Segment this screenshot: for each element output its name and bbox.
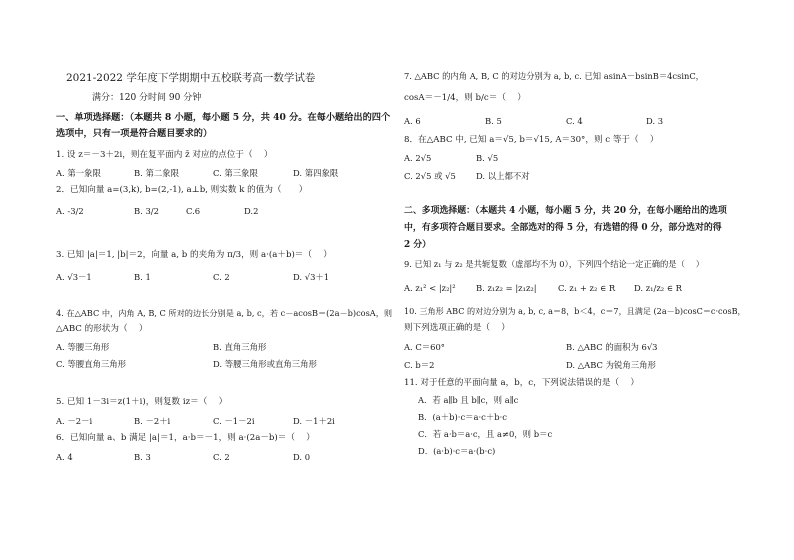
- q3-option-c: C. 2: [213, 272, 230, 282]
- q6-option-d: D. 0: [293, 452, 311, 462]
- q4-option-a: A. 等腰三角形: [56, 342, 110, 352]
- question-8: 8．在△ABC 中, 已知 a＝√5, b＝√15, A＝30°，则 c 等于（ ）: [404, 135, 659, 145]
- question-5: 5. 已知 1－3i＝z(1＋i)，则复数 iz＝（ ）: [56, 397, 228, 407]
- q5-option-c: C. －1－2i: [213, 416, 255, 426]
- q8-option-c: C. 2√5 或 √5: [404, 171, 456, 181]
- section1-heading-line2: 选项中，只有一项是符合题目要求的）: [56, 128, 213, 139]
- q3-option-a: A. √3－1: [56, 272, 92, 282]
- q5-option-d: D. －1＋2i: [293, 416, 335, 426]
- q2-option-c: C.6: [186, 206, 201, 216]
- q4-option-c: C. 等腰直角三角形: [56, 359, 127, 369]
- q10-option-a: A. C＝60°: [404, 342, 445, 352]
- q1-option-b: B. 第二象限: [134, 168, 179, 178]
- q1-option-c: C. 第三象限: [213, 168, 258, 178]
- question-4-line2: △ABC 的形状为（ ）: [56, 324, 148, 334]
- q7-option-b: B. 5: [485, 116, 502, 126]
- q4-option-b: B. 直角三角形: [213, 342, 267, 352]
- question-10-line1: 10. 三角形 ABC 的对边分别为 a, b, c, a＝8，b＜4，c＝7，且满足 (2a－b)cosC＝c·cosB，: [404, 306, 746, 316]
- q7-option-a: A. 6: [404, 116, 421, 126]
- section1-heading-line1: 一、单项选择题：（本题共 8 小题，每小题 5 分，共 40 分。在每小题给出的四个: [56, 112, 391, 123]
- q6-option-a: A. 4: [56, 452, 73, 462]
- q6-option-c: C. 2: [213, 452, 230, 462]
- q2-option-a: A. -3/2: [56, 206, 84, 216]
- question-1: 1. 设 z＝－3＋2i，则在复平面内 z̄ 对应的点位于（ ）: [56, 150, 273, 160]
- q7-option-d: D. 3: [646, 116, 664, 126]
- q9-option-a: A. z₁² < |z₂|²: [404, 283, 456, 293]
- q9-option-d: D. z₁/z₂ ∈ R: [634, 283, 682, 293]
- q9-option-c: C. z₁ + z₂ ∈ R: [558, 283, 616, 293]
- q6-option-b: B. 3: [134, 452, 151, 462]
- question-10-line2: 则下列选项正确的是（ ）: [404, 323, 510, 333]
- q4-option-d: D. 等腰三角形或直角三角形: [213, 359, 317, 369]
- section2-heading-line1: 二、多项选择题：（本题共 4 小题，每小题 5 分，共 20 分，在每小题给出的选项: [404, 206, 727, 216]
- question-7-line2: cosA＝－1/4，则 b/c＝（ ）: [404, 93, 526, 103]
- q2-option-d: D.2: [244, 206, 259, 216]
- q11-option-b: B．(a＋b)·c＝a·c＋b·c: [418, 412, 507, 422]
- section2-heading-line2: 中，有多项符合题目要求。全部选对的得 5 分，有选错的得 0 分，部分选对的得: [404, 223, 722, 233]
- q8-option-b: B. √5: [476, 153, 499, 163]
- q10-option-d: D. △ABC 为锐角三角形: [566, 360, 656, 370]
- q3-option-d: D. √3＋1: [293, 272, 330, 282]
- q2-option-b: B. 3/2: [134, 206, 159, 216]
- question-2: 2．已知向量 a=(3,k), b=(2,-1), a⊥b, 则实数 k 的值为（ ）: [56, 185, 308, 195]
- q3-option-b: B. 1: [134, 272, 151, 282]
- question-6: 6．已知向量 a、b 满足 |a|＝1，a·b＝－1，则 a·(2a－b)＝（ ）: [56, 433, 315, 443]
- q10-option-c: C. b＝2: [404, 360, 435, 370]
- exam-title: 2021-2022 学年度下学期期中五校联考高一数学试卷: [66, 72, 316, 84]
- section2-heading-line3: 2 分）: [404, 240, 432, 250]
- q5-option-b: B. －2＋i: [134, 416, 171, 426]
- q7-option-c: C. 4: [566, 116, 583, 126]
- q11-option-d: D．(a·b)·c＝a·(b·c): [418, 446, 496, 456]
- q1-option-d: D. 第四象限: [293, 168, 339, 178]
- q11-option-a: A．若 a∥b 且 b∥c，则 a∥c: [418, 395, 519, 405]
- question-3: 3. 已知 |a|＝1, |b|＝2，向量 a, b 的夹角为 π/3，则 a·(a＋b)＝（ ）: [56, 250, 332, 260]
- question-7-line1: 7. △ABC 的内角 A, B, C 的对边分别为 a, b, c. 已知 asinA－bsinB＝4csinC，: [404, 71, 704, 81]
- q8-option-a: A. 2√5: [404, 153, 432, 163]
- q9-option-b: B. z₁z₂ = |z₁z₂|: [476, 283, 537, 293]
- question-11: 11. 对于任意的平面向量 a，b，c，下列说法错误的是（ ）: [404, 378, 639, 388]
- q10-option-b: B. △ABC 的面积为 6√3: [566, 342, 658, 352]
- q8-option-d: D. 以上都不对: [476, 171, 530, 181]
- q5-option-a: A. －2－i: [56, 416, 93, 426]
- q11-option-c: C．若 a·b＝a·c，且 a≠0，则 b＝c: [418, 429, 553, 439]
- question-9: 9. 已知 z₁ 与 z₂ 是共轭复数（虚部均不为 0），下列四个结论一定正确的是（ ）: [404, 259, 705, 269]
- question-4-line1: 4. 在△ABC 中，内角 A, B, C 所对的边长分别是 a, b, c，若 c－acosB＝(2a－b)cosA，则: [56, 308, 393, 318]
- exam-meta: 满分：120 分时间 90 分钟: [92, 93, 202, 103]
- q1-option-a: A. 第一象限: [56, 168, 101, 178]
